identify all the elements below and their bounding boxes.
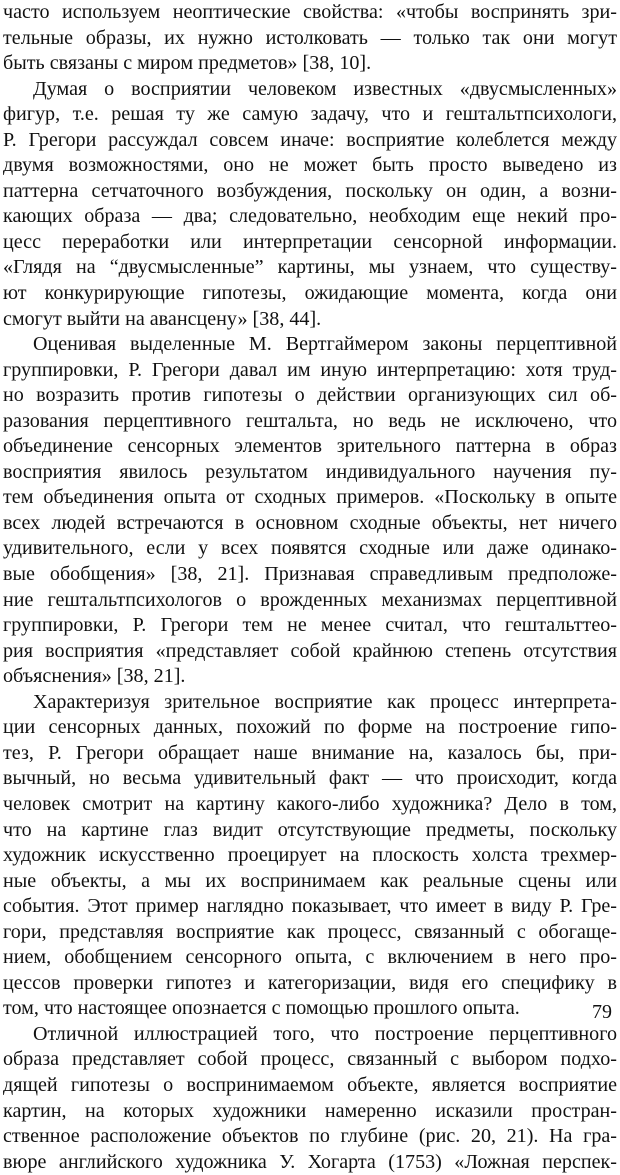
text-line: ют конкурирующие гипотезы, ожидающие момента, когда они: [3, 282, 617, 305]
text-line: ные объекты, а мы их воспринимаем как реальные сцены или: [3, 869, 617, 892]
text-line: тельные образы, их нужно истолковать — только так они могут: [3, 26, 617, 49]
text-line: события. Этот пример наглядно показывает, что имеет в виду Р. Гре-: [3, 895, 617, 918]
text-line: группировки, Р. Грегори давал им иную интерпретацию: хотя труд-: [3, 358, 617, 381]
text-line: дящей гипотезы о воспринимаемом объекте, является восприятие: [3, 1073, 617, 1096]
text-line: объяснения» [38, 21].: [3, 665, 186, 688]
text-line: Отличной иллюстрацией того, что построение перцептивного: [33, 1022, 617, 1045]
text-line: тем объединения опыта от сходных примеров. «Поскольку в опыте: [3, 486, 617, 509]
text-line: часто используем неоптические свойства: «чтобы воспринять зри-: [3, 1, 617, 23]
text-line: Думая о восприятии человеком известных «двусмысленных»: [33, 77, 617, 100]
text-line: что на картине глаз видит отсутствующие предметы, поскольку: [3, 818, 617, 841]
text-line: художник искусственно проецирует на плоскость холста трехмер-: [3, 844, 617, 867]
text-line: вые обобщения» [38, 21]. Признавая справедливым предположе-: [3, 563, 617, 586]
text-line: всех людей встречаются в основном сходные объекты, нет ничего: [3, 511, 617, 534]
text-line: вюре английского художника У. Хогарта (1753) «Ложная перспек-: [3, 1150, 617, 1173]
text-line: двумя возможностями, оно не может быть просто выведено из: [3, 154, 617, 177]
text-line: вычный, но весьма удивительный факт — что происходит, когда: [3, 767, 617, 790]
text-line: кающих образа — два; следовательно, необходим еще некий про-: [3, 205, 617, 228]
text-line: группировки, Р. Грегори тем не менее считал, что гештальттео-: [3, 614, 617, 637]
text-line: ние гештальтпсихологов о врожденных механизмах перцептивной: [3, 588, 617, 611]
text-line: Р. Грегори рассуждал совсем иначе: восприятие колеблется между: [3, 128, 617, 151]
text-line: образа представляет собой процесс, связанный с выбором подхо-: [3, 1048, 617, 1071]
text-line: «Глядя на “двусмысленные” картины, мы узнаем, что существу-: [3, 256, 617, 279]
text-line: но возразить против гипотезы о действии организующих сил об-: [3, 384, 617, 407]
text-line: восприятия явилось результатом индивидуального научения пу-: [3, 460, 617, 483]
text-line: паттерна сетчаточного возбуждения, поскольку он один, а возни-: [3, 179, 617, 202]
text-line: фигур, т.е. решая ту же самую задачу, что и гештальтпсихологи,: [3, 103, 617, 126]
text-line: нием, обобщением сенсорного опыта, с включением в него про-: [3, 946, 617, 969]
text-line: смогут выйти на авансцену» [38, 44].: [3, 307, 322, 330]
text-line: цесс переработки или интерпретации сенсорной информации.: [3, 230, 617, 253]
body-text: [3, 0, 617, 1175]
text-line: Характеризуя зрительное восприятие как процесс интерпрета-: [33, 690, 617, 713]
text-line: человек смотрит на картину какого-либо художника? Дело в том,: [3, 792, 617, 815]
text-line: том, что настоящее опознается с помощью прошлого опыта.: [3, 997, 520, 1020]
text-line: удивительного, если у всех появятся сходные или даже одинако-: [3, 537, 617, 560]
text-line: рия восприятия «представляет собой крайнюю степень отсутствия: [3, 639, 617, 662]
text-line: тез, Р. Грегори обращает наше внимание на, казалось бы, при-: [3, 741, 617, 764]
text-line: картин, на которых художники намеренно исказили простран-: [3, 1099, 617, 1122]
text-line: ственное расположение объектов по глубине (рис. 20, 21). На гра-: [3, 1125, 617, 1148]
text-line: быть связаны с миром предметов» [38, 10].: [3, 52, 372, 75]
text-line: Оценивая выделенные М. Вертгаймером законы перцептивной: [33, 333, 617, 356]
text-line: гори, представляя восприятие как процесс, связанный с обогаще-: [3, 920, 617, 943]
text-line: ции сенсорных данных, похожий по форме на построение гипо-: [3, 716, 617, 739]
text-line: цессов проверки гипотез и категоризации, видя его специфику в: [3, 971, 617, 994]
text-line: разования перцептивного гештальта, но ведь не исключено, что: [3, 409, 617, 432]
text-line: объединение сенсорных элементов зрительного паттерна в образ: [3, 435, 617, 458]
page-number: 79: [592, 1001, 612, 1023]
